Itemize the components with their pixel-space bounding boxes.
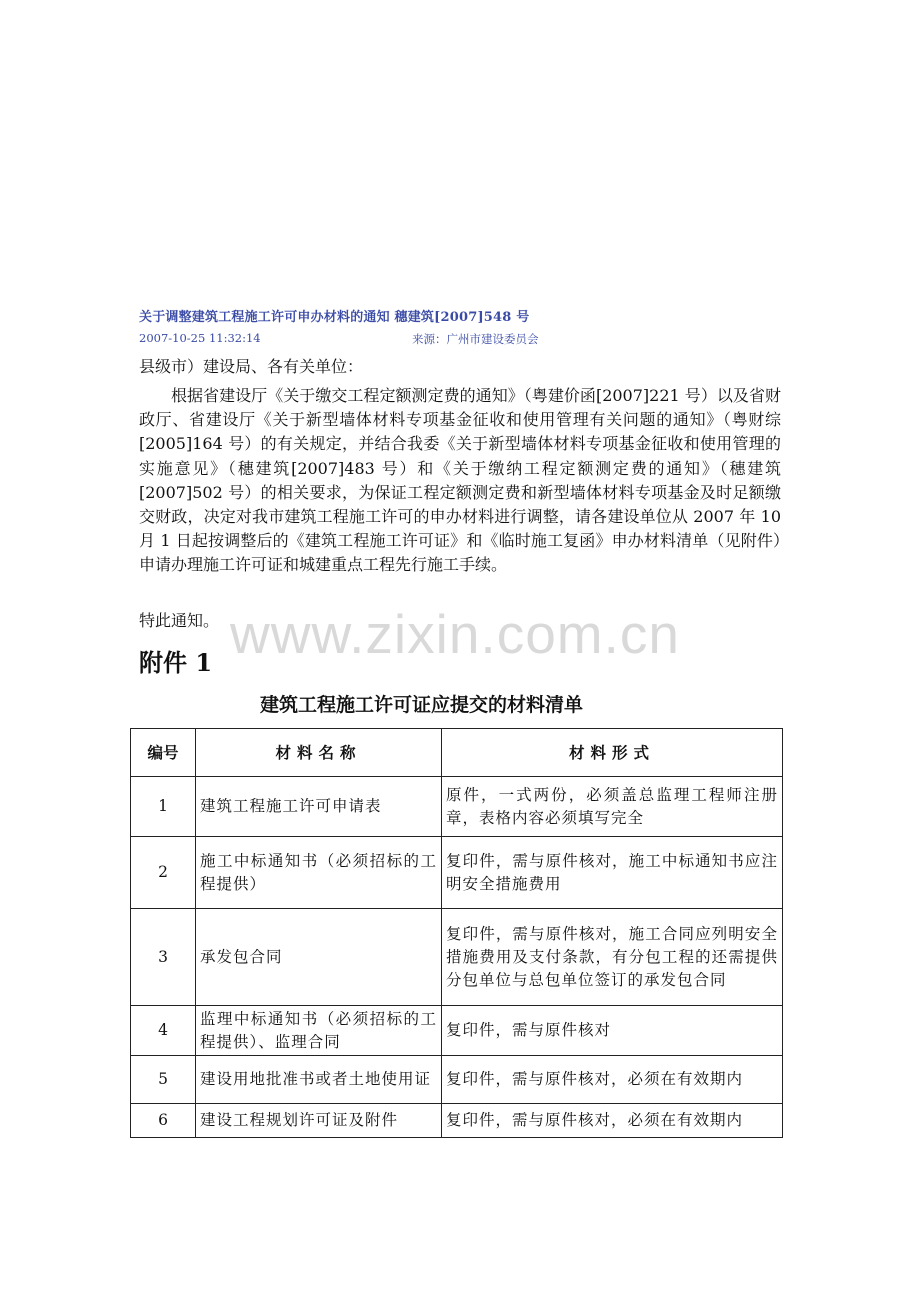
letter-body: 根据省建设厅《关于缴交工程定额测定费的通知》（粤建价函[2007]221 号）以及省财政厅、省建设厅《关于新型墙体材料专项基金征收和使用管理有关问题的通知》（粤财综[2005]164 号）的有关规定，并结合我委《关于新型墙体材料专项基金征收和使用管理的实施意见》（穗建筑[2007]483 号）和《关于缴纳工程定额测定费的通知》（穗建筑[2007]502 号）的相关要求，为保证工程定额测定费和新型墙体材料专项基金及时足额缴交财政，决定对我市建筑工程施工许可的申办材料进行调整，请各建设单位从 2007 年 10 月 1 日起按调整后的《建筑工程施工许可证》和《临时施工复函》申办材料清单（见附件）申请办理施工许可证和城建重点工程先行施工手续。 bbox=[139, 386, 781, 575]
row-no: 4 bbox=[131, 1006, 196, 1056]
letter-closing: 特此通知。 bbox=[139, 611, 220, 630]
row-name: 建筑工程施工许可申请表 bbox=[196, 777, 442, 837]
table-row bbox=[131, 1104, 783, 1138]
materials-table bbox=[130, 728, 783, 1138]
table-row bbox=[131, 1006, 783, 1056]
row-no: 3 bbox=[131, 909, 196, 1006]
row-form: 复印件，需与原件核对，施工中标通知书应注明安全措施费用 bbox=[442, 837, 783, 909]
row-no: 1 bbox=[131, 777, 196, 837]
row-no: 6 bbox=[131, 1104, 196, 1138]
row-name: 监理中标通知书（必须招标的工程提供）、监理合同 bbox=[196, 1006, 442, 1056]
table-header-row bbox=[131, 729, 783, 777]
row-name: 建设工程规划许可证及附件 bbox=[196, 1104, 442, 1138]
header-no: 编号 bbox=[131, 729, 196, 777]
table-row bbox=[131, 1056, 783, 1104]
watermark: www.zixin.com.cn bbox=[230, 603, 680, 665]
row-form: 原件，一式两份，必须盖总监理工程师注册章，表格内容必须填写完全 bbox=[442, 777, 783, 837]
row-form: 复印件，需与原件核对，施工合同应列明安全措施费用及支付条款，有分包工程的还需提供分包单位与总包单位签订的承发包合同 bbox=[442, 909, 783, 1006]
header-name: 材料名称 bbox=[196, 729, 442, 777]
table-title: 建筑工程施工许可证应提交的材料清单 bbox=[259, 694, 583, 716]
notice-source: 来源：广州市建设委员会 bbox=[412, 332, 539, 346]
table-row bbox=[131, 777, 783, 837]
row-form: 复印件，需与原件核对，必须在有效期内 bbox=[442, 1056, 783, 1104]
row-no: 2 bbox=[131, 837, 196, 909]
letter-addressee: 县级市）建设局、各有关单位： bbox=[139, 357, 364, 376]
row-no: 5 bbox=[131, 1056, 196, 1104]
row-name: 承发包合同 bbox=[196, 909, 442, 1006]
table-row bbox=[131, 837, 783, 909]
row-form: 复印件，需与原件核对 bbox=[442, 1006, 783, 1056]
header-form: 材料形式 bbox=[442, 729, 783, 777]
table-row bbox=[131, 909, 783, 1006]
row-name: 建设用地批准书或者土地使用证 bbox=[196, 1056, 442, 1104]
row-form: 复印件，需与原件核对，必须在有效期内 bbox=[442, 1104, 783, 1138]
row-name: 施工中标通知书（必须招标的工程提供） bbox=[196, 837, 442, 909]
notice-title: 关于调整建筑工程施工许可申办材料的通知 穗建筑[2007]548 号 bbox=[139, 310, 530, 325]
attachment-heading: 附件 1 bbox=[139, 648, 213, 677]
notice-date: 2007-10-25 11:32:14 bbox=[139, 331, 261, 345]
